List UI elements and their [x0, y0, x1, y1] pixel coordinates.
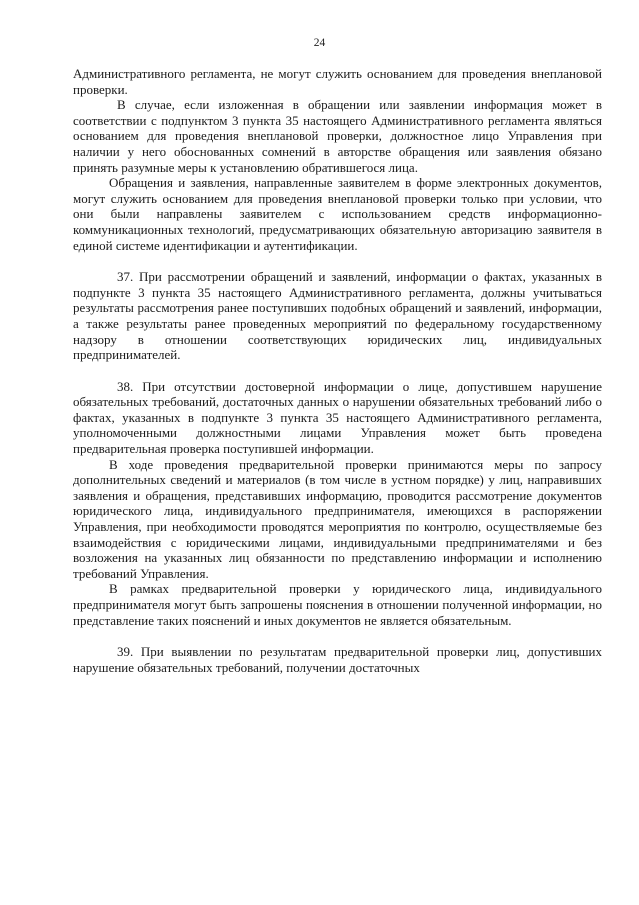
paragraph-explanations: В рамках предварительной проверки у юридического лица, индивидуального предпринимателя могут быть запрошены пояснения в отношении полученной информации, но представление таких пояснений и иных документов не является обязательным. [73, 581, 602, 628]
paragraph-anonymous-source: В случае, если изложенная в обращении или заявлении информация может в соответствии с подпунктом 3 пункта 35 настоящего Административного регламента являться основанием для проведения внеплановой проверки, должностное лицо Управления при наличии у него обоснованных сомнений в авторстве обращения или заявления обязано принять разумные меры к установлению обратившегося лица. [73, 97, 602, 175]
paragraph-preliminary-check: В ходе проведения предварительной проверки принимаются меры по запросу дополнительных сведений и материалов (в том числе в устном порядке) у лиц, направивших заявления и обращения, представивших информацию, проводится рассмотрение документов юридического лица, индивидуального предпринимателя, имеющихся в распоряжении Управления, при необходимости проводятся мероприятия по контролю, осуществляемые без взаимодействия с юридическими лицами, индивидуальными предпринимателями и без возложения на указанных лиц обязанности по представлению информации и исполнению требований Управления. [73, 456, 602, 581]
paragraph-electronic-documents: Обращения и заявления, направленные заявителем в форме электронных документов, могут служить основанием для проведения внеплановой проверки только при условии, что они были направлены заявителем с использованием средств информационно-коммуникационных технологий, предусматривающих обязательную авторизацию заявителя в единой системе идентификации и аутентификации. [73, 175, 602, 253]
document-body [73, 66, 602, 675]
paragraph-37: 37. При рассмотрении обращений и заявлений, информации о фактах, указанных в подпункте 3 пункта 35 настоящего Административного регламента, должны учитываться результаты рассмотрения ранее поступивших подобных обращений и заявлений, информации, а также результаты ранее проведенных мероприятий по федеральному государственному надзору в отношении соответствующих юридических лиц, индивидуальных предпринимателей. [73, 269, 602, 363]
paragraph-38: 38. При отсутствии достоверной информации о лице, допустившем нарушение обязательных требований, достаточных данных о нарушении обязательных требований либо о фактах, указанных в подпункте 3 пункта 35 настоящего Административного регламента, уполномоченными должностными лицами Управления может быть проведена предварительная проверка поступившей информации. [73, 378, 602, 457]
paragraph-39: 39. При выявлении по результатам предварительной проверки лиц, допустивших нарушение обязательных требований, получении достаточных [73, 644, 602, 675]
paragraph-continuation: Административного регламента, не могут служить основанием для проведения внеплановой проверки. [73, 66, 602, 97]
page-number: 24 [313, 37, 326, 49]
